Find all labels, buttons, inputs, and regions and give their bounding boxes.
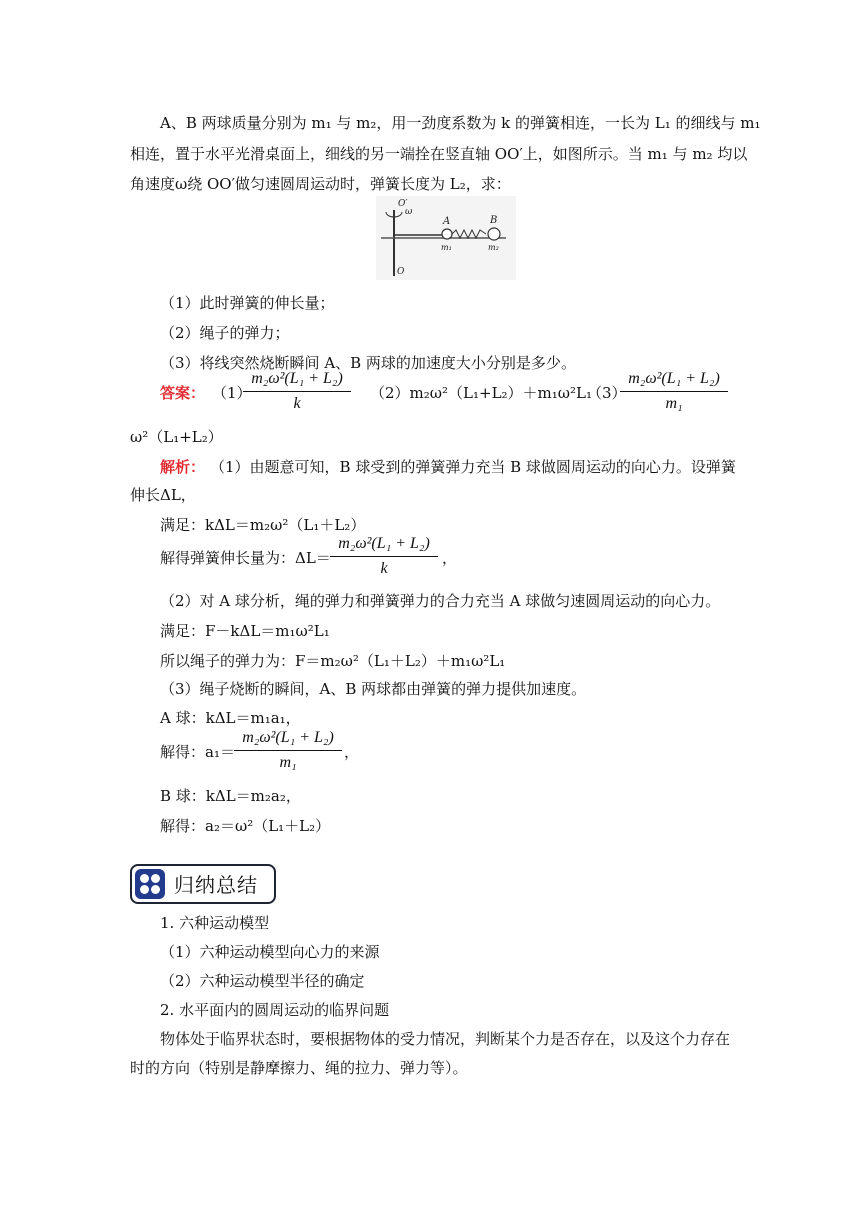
problem-line-2: 相连，置于水平光滑桌面上，细线的另一端拴在竖直轴 OO′上，如图所示。当 m₁ 与 m₂ 均以 <box>130 145 748 163</box>
label-m1: m₁ <box>441 243 452 252</box>
summary-item-1: （1）六种运动模型向心力的来源 <box>160 943 380 961</box>
label-m2: m₂ <box>488 243 499 252</box>
answer-part-3: （3） <box>587 384 627 402</box>
answer-part-2: （2）m₂ω²（L₁+L₂）＋m₁ω²L₁ <box>370 384 592 402</box>
rotation-diagram <box>376 196 516 280</box>
label-a: A <box>443 216 451 227</box>
summary-item-2: （2）六种运动模型半径的确定 <box>160 972 365 990</box>
summary-paragraph-2: 时的方向（特别是静摩擦力、绳的拉力、弹力等）。 <box>130 1059 468 1077</box>
question-2: （2）绳子的弹力； <box>160 324 290 342</box>
summary-badge-label: 归纳总结 <box>174 873 258 897</box>
fraction-numerator: m₂ω²(L₁ + L₂) <box>628 370 720 387</box>
fraction-numerator: m₂ω²(L₁ + L₂) <box>251 370 343 387</box>
question-3: （3）将线突然烧断瞬间 A、B 两球的加速度大小分别是多少。 <box>160 354 576 372</box>
analysis-step-5: 满足：F－kΔL＝m₁ω²L₁ <box>160 622 330 640</box>
analysis-step-9: 解得：a₁＝ <box>160 743 235 761</box>
analysis-step-1b: 伸长ΔL， <box>130 486 196 504</box>
answer-fraction-3 <box>620 368 728 415</box>
analysis-step-6: 所以绳子的弹力为：F＝m₂ω²（L₁＋L₂）＋m₁ω²L₁ <box>160 652 506 670</box>
fraction-numerator: m₂ω²(L₁ + L₂) <box>242 729 334 746</box>
fraction-denominator: m₁ <box>665 395 683 412</box>
answer-part-1: （1） <box>212 384 252 402</box>
analysis-step-10: B 球：kΔL＝m₂a₂， <box>160 787 301 805</box>
analysis-step-11: 解得：a₂＝ω²（L₁＋L₂） <box>160 817 331 835</box>
a1-fraction <box>234 727 342 774</box>
analysis-label: 解析： <box>160 458 206 476</box>
clover-icon <box>135 869 165 899</box>
fraction-denominator: k <box>293 395 301 412</box>
analysis-step-4: （2）对 A 球分析，绳的弹力和弹簧弹力的合力充当 A 球做匀速圆周运动的向心力。 <box>160 592 721 610</box>
question-1: （1）此时弹簧的伸长量； <box>160 294 335 312</box>
ball-b <box>488 228 500 240</box>
label-b: B <box>490 215 498 226</box>
summary-badge <box>130 864 276 904</box>
answer-fraction-1 <box>243 368 351 415</box>
analysis-step-2: 满足：kΔL＝m₂ω²（L₁＋L₂） <box>160 516 366 534</box>
analysis-comma: ， <box>442 549 458 567</box>
summary-heading-2: 2. 水平面内的圆周运动的临界问题 <box>160 1001 390 1019</box>
analysis-comma-2: ， <box>344 743 360 761</box>
summary-heading-1: 1. 六种运动模型 <box>160 914 270 932</box>
fraction-numerator: m₂ω²(L₁ + L₂) <box>338 535 430 552</box>
label-omega: ω <box>405 207 413 217</box>
label-o-prime: O′ <box>398 199 408 209</box>
problem-line-1: A、B 两球质量分别为 m₁ 与 m₂，用一劲度系数为 k 的弹簧相连，一长为 L₁ 的细线与 m₁ <box>160 114 761 132</box>
analysis-step-7: （3）绳子烧断的瞬间，A、B 两球都由弹簧的弹力提供加速度。 <box>160 680 587 698</box>
ball-a <box>442 229 452 239</box>
answer-label: 答案： <box>160 384 206 402</box>
problem-line-3: 角速度ω绕 OO′做匀速圆周运动时，弹簧长度为 L₂，求： <box>130 175 511 193</box>
summary-paragraph-1: 物体处于临界状态时，要根据物体的受力情况，判断某个力是否存在，以及这个力存在 <box>160 1030 731 1048</box>
analysis-step-8: A 球：kΔL＝m₁a₁， <box>160 709 301 727</box>
fraction-denominator: m₁ <box>279 754 297 771</box>
analysis-step-1: （1）由题意可知，B 球受到的弹簧弹力充当 B 球做圆周运动的向心力。设弹簧 <box>210 458 736 476</box>
answer-tail: ω²（L₁+L₂） <box>130 428 223 446</box>
label-o: O <box>397 267 405 277</box>
analysis-step-3: 解得弹簧伸长量为：ΔL＝ <box>160 549 331 567</box>
fraction-denominator: k <box>380 560 388 577</box>
delta-l-fraction <box>330 533 438 580</box>
